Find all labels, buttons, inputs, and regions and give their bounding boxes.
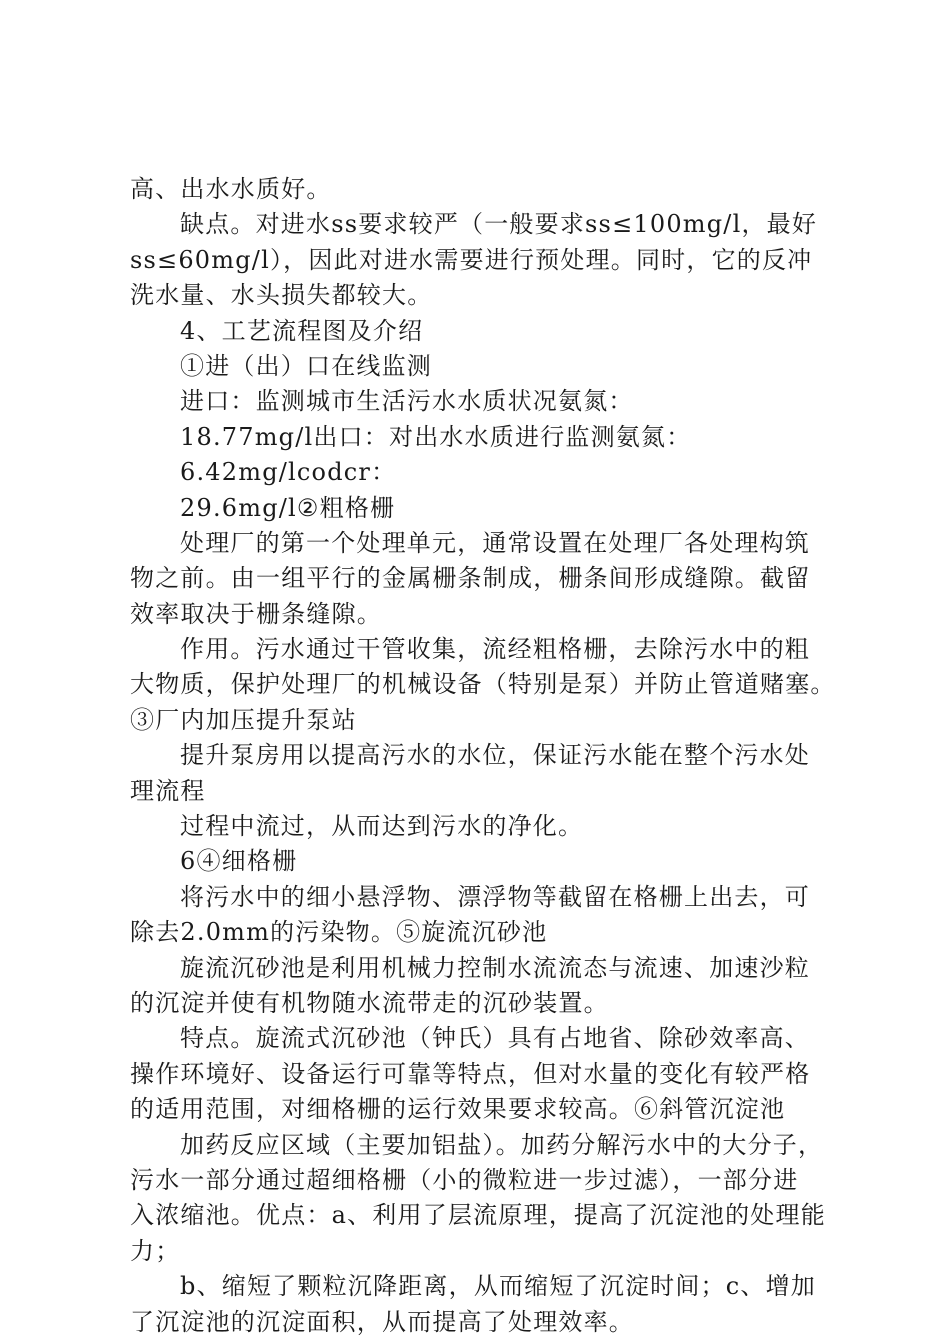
text-line: 作用。污水通过干管收集，流经粗格栅，去除污水中的粗 [180, 635, 810, 664]
text-line: 物之前。由一组平行的金属栅条制成，栅条间形成缝隙。截留 [130, 564, 811, 593]
text-line: 的沉淀并使有机物随水流带走的沉砂装置。 [130, 988, 609, 1017]
text-line: 29.6mg/l②粗格栅 [180, 493, 396, 522]
text-line: 大物质，保护处理厂的机械设备（特别是泵）并防止管道赌塞。 [130, 670, 836, 699]
text-line: 将污水中的细小悬浮物、漂浮物等截留在格栅上出去，可 [180, 882, 810, 911]
text-line: 4、工艺流程图及介绍 [180, 316, 424, 345]
text-line: 旋流沉砂池是利用机械力控制水流流态与流速、加速沙粒 [180, 953, 810, 982]
text-line: 6④细格栅 [180, 847, 298, 876]
text-line: 提升泵房用以提高污水的水位，保证污水能在整个污水处 [180, 741, 810, 770]
text-line: 缺点。对进水ss要求较严（一般要求ss≤100mg/l，最好 [180, 210, 818, 239]
text-line: 过程中流过，从而达到污水的净化。 [180, 812, 584, 841]
text-line: 入浓缩池。优点：a、利用了层流原理，提高了沉淀池的处理能 [130, 1201, 826, 1230]
text-line: ①进（出）口在线监测 [180, 351, 432, 380]
text-line: 除去2.0mm的污染物。⑤旋流沉砂池 [130, 918, 548, 947]
text-line: 的适用范围，对细格栅的运行效果要求较高。⑥斜管沉淀池 [130, 1095, 786, 1124]
text-line: ss≤60mg/l），因此对进水需要进行预处理。同时，它的反冲 [130, 245, 813, 274]
text-line: 18.77mg/l出口：对出水水质进行监测氨氮： [180, 422, 692, 451]
body-text [130, 172, 840, 1340]
text-line: 高、出水水质好。 [130, 175, 332, 203]
text-line: 洗水量、水头损失都较大。 [130, 281, 433, 310]
text-line: 操作环境好、设备运行可靠等特点，但对水量的变化有较严格 [130, 1059, 811, 1088]
text-line: 污水一部分通过超细格栅（小的微粒进一步过滤），一部分进 [130, 1165, 799, 1194]
text-line: 6.42mg/lcodcr： [180, 458, 397, 487]
text-line: 力； [130, 1236, 181, 1265]
text-line: 效率取决于栅条缝隙。 [130, 599, 382, 628]
text-line: 了沉淀池的沉淀面积，从而提高了处理效率。 [130, 1307, 634, 1336]
text-line: 理流程 [130, 776, 206, 805]
text-line: b、缩短了颗粒沉降距离，从而缩短了沉淀时间；c、增加 [180, 1272, 817, 1301]
text-line: 加药反应区域（主要加铝盐）。加药分解污水中的大分子， [180, 1130, 824, 1159]
text-line: 进口：监测城市生活污水水质状况氨氮： [180, 387, 634, 416]
text-line: ③厂内加压提升泵站 [130, 705, 357, 734]
text-line: 特点。旋流式沉砂池（钟氏）具有占地省、除砂效率高、 [180, 1024, 810, 1053]
text-line: 处理厂的第一个处理单元，通常设置在处理厂各处理构筑 [180, 528, 810, 557]
